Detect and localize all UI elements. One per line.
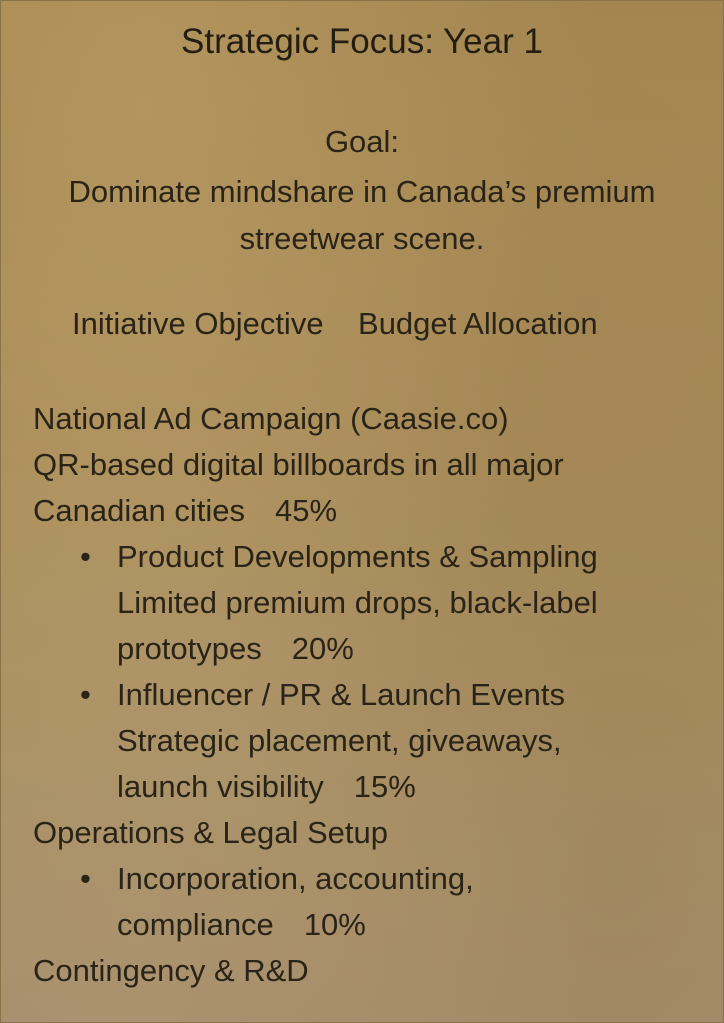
item-desc-text: Incorporation, accounting,	[117, 861, 474, 896]
item-operations-title: Operations & Legal Setup	[33, 815, 389, 850]
column-header-budget: Budget Allocation	[358, 306, 598, 341]
page-title: Strategic Focus: Year 1	[181, 22, 543, 61]
item-operations-desc-cont	[33, 902, 693, 948]
item-influencer-title	[33, 672, 693, 718]
goal-line: streetwear scene.	[239, 221, 485, 256]
budget-value: 45%	[274, 493, 338, 528]
item-title-text: Influencer / PR & Launch Events	[117, 677, 566, 712]
goal-label: Goal:	[324, 124, 400, 159]
column-header-initiative: Initiative Objective	[72, 306, 324, 341]
item-national-ad-desc: QR-based digital billboards in all major	[33, 447, 564, 482]
item-title-text: Product Developments & Sampling	[117, 539, 598, 574]
budget-value: 20%	[291, 631, 354, 666]
bullet-icon: •	[80, 677, 91, 712]
bullet-icon: •	[80, 539, 91, 574]
item-desc-text: Canadian cities	[33, 493, 245, 528]
item-contingency-title: Contingency & R&D	[33, 953, 309, 988]
item-desc-text: prototypes	[117, 631, 262, 666]
item-product-dev-desc: Limited premium drops, black-label	[117, 585, 598, 620]
allocation-list	[33, 396, 693, 994]
item-influencer-desc: Strategic placement, giveaways,	[117, 723, 562, 758]
table-header	[72, 306, 598, 342]
item-national-ad-title: National Ad Campaign (Caasie.co)	[33, 401, 509, 436]
item-influencer-desc-cont	[33, 764, 693, 810]
goal-text	[30, 168, 694, 262]
item-desc-text: compliance	[117, 907, 274, 942]
budget-value: 10%	[303, 907, 366, 942]
budget-value: 15%	[353, 769, 416, 804]
item-operations-desc	[33, 856, 693, 902]
item-product-dev-title	[33, 534, 693, 580]
item-desc-text: launch visibility	[117, 769, 324, 804]
item-national-ad-desc-cont	[33, 488, 693, 534]
item-product-dev-desc-cont	[33, 626, 693, 672]
goal-line: Dominate mindshare in Canada’s premium	[68, 174, 656, 209]
bullet-icon: •	[80, 861, 91, 896]
